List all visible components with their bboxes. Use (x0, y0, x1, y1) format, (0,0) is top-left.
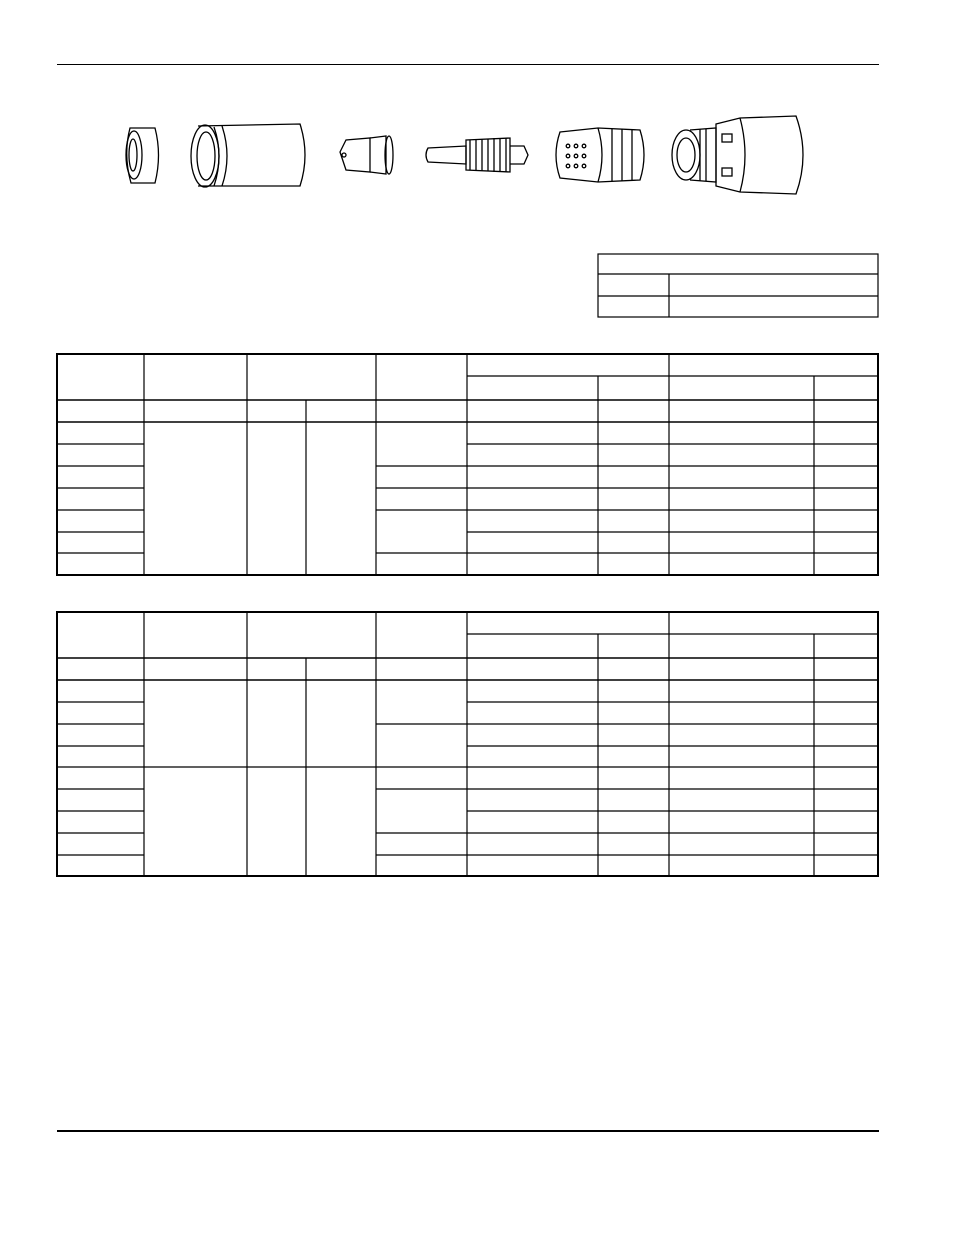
small-table (598, 254, 878, 317)
table-2 (57, 612, 878, 876)
footer-rule (57, 1130, 879, 1132)
table-1 (57, 354, 878, 575)
